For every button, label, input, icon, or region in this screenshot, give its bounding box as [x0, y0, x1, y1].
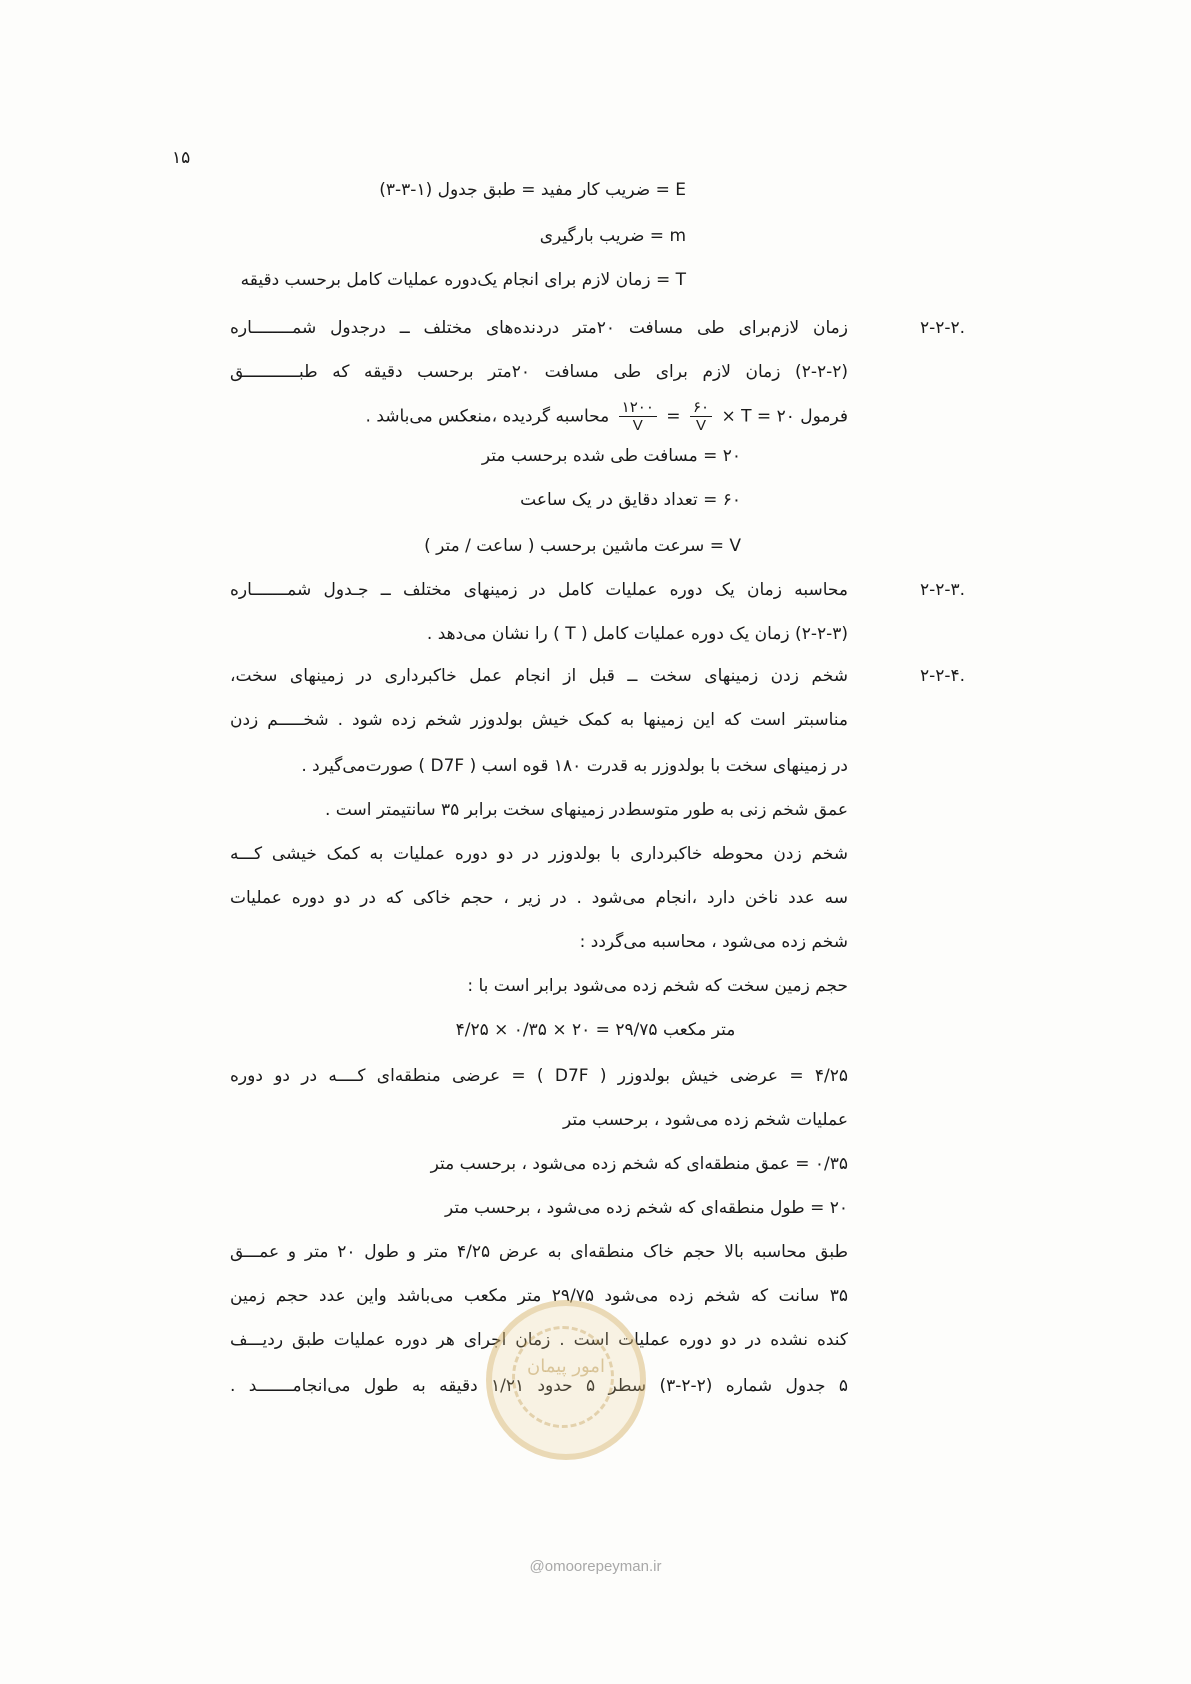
section-2-2-3-line-1: محاسبه زمان یک دوره عملیات کامل در زمینهای مختلف ــ جـدول شمـــــــاره	[230, 580, 848, 600]
page-number: ۱۵	[172, 148, 191, 168]
paragraph-line: عمق شخم زنی به طور متوسط‌در زمینهای سخت برابر ۳۵ سانتیمتر است .	[324, 800, 848, 820]
fraction-denominator: V	[696, 417, 707, 434]
volume-intro: حجم زمین سخت که شخم زده می‌شود برابر است با :	[467, 976, 848, 996]
paragraph-line: کنده نشده در دو دوره عملیات است . زمان اجرای هر دوره عملیات طبق ردیـــف	[230, 1330, 848, 1350]
formula-line	[366, 398, 848, 435]
definition-minutes: ۶۰ = تعداد دقایق در یک ساعت	[520, 490, 741, 510]
section-number-2-2-2: ۲-۲-۲.	[920, 318, 966, 338]
section-2-2-3-line-2: (۲-۲-۳) زمان یک دوره عملیات کامل ( T ) را نشان می‌دهد .	[426, 624, 848, 644]
definition-speed: V = سرعت ماشین برحسب ( ساعت / متر )	[424, 536, 741, 556]
paragraph-line: شخم زدن زمینهای سخت ــ قبل از انجام عمل خاکبرداری در زمینهای سخت،	[230, 666, 848, 686]
formula-equals: =	[666, 406, 681, 427]
section-2-2-2-line-2: (۲-۲-۲) زمان لازم برای طی مسافت ۲۰متر برحسب دقیقه که طبـــــــــــق	[230, 362, 848, 382]
stamp-gear-icon	[512, 1326, 614, 1428]
stamp-text: امور پیمان	[527, 1356, 605, 1377]
watermark: @omoorepeyman.ir	[529, 1558, 662, 1575]
definition-E: E = ضریب کار مفید = طبق جدول (۱-۳-۳)	[379, 180, 686, 200]
formula-suffix: محاسبه گردیده ،منعکس می‌باشد .	[365, 406, 610, 427]
paragraph-line: ۵ جدول شماره (۲-۲-۳) سطر ۵ حدود ۱/۲۱ دقیقه به طول می‌انجامـــــــد .	[230, 1376, 848, 1396]
definition-width: ۴/۲۵ = عرضی خیش بولدوزر ( D7F ) = عرضی منطقه‌ای کــــه در دو دوره	[230, 1066, 849, 1086]
paragraph-line: شخم زده می‌شود ، محاسبه می‌گردد :	[579, 932, 848, 952]
paragraph-line: شخم زدن محوطه خاکبرداری با بولدوزر در دو دوره عملیات به کمک خیشی کـــه	[230, 844, 848, 864]
stamp-logo	[486, 1300, 646, 1460]
fraction-numerator: ۱۲۰۰	[619, 398, 657, 417]
paragraph-line: ۳۵ سانت که شخم زده می‌شود ۲۹/۷۵ متر مکعب می‌باشد واین عدد حجم زمین	[230, 1286, 848, 1306]
volume-formula: متر مکعب ۲۹/۷۵ = ۲۰ × ۰/۳۵ × ۴/۲۵	[455, 1020, 736, 1040]
definition-T: T = زمان لازم برای انجام یک‌دوره عملیات کامل برحسب دقیقه	[240, 270, 686, 290]
fraction-1200-over-v	[619, 398, 657, 435]
section-number-2-2-3: ۲-۲-۳.	[920, 580, 966, 600]
section-2-2-2-line-1: زمان لازم‌برای طی مسافت ۲۰متر دردنده‌های مختلف ــ درجدول شمــــــــاره	[230, 318, 848, 338]
definition-distance: ۲۰ = مسافت طی شده برحسب متر	[481, 446, 741, 466]
fraction-60-over-v	[690, 398, 712, 435]
paragraph-line: مناسبتر است که این زمینها به کمک خیش بولدوزر شخم زده شود . شخـــــم زدن	[230, 710, 848, 730]
paragraph-line: سه عدد ناخن دارد ،انجام می‌شود . در زیر ، حجم خاکی که در دو دوره عملیات	[230, 888, 848, 908]
paragraph-line: در زمینهای سخت با بولدوزر به قدرت ۱۸۰ قوه اسب ( D7F ) صورت‌می‌گیرد .	[301, 756, 848, 776]
fraction-numerator: ۶۰	[690, 398, 712, 417]
fraction-denominator: V	[632, 417, 643, 434]
definition-m: m = ضریب بارگیری	[539, 226, 686, 246]
section-number-2-2-4: ۲-۲-۴.	[920, 666, 966, 686]
definition-depth: ۰/۳۵ = عمق منطقه‌ای که شخم زده می‌شود ، برحسب متر	[430, 1154, 848, 1174]
formula-prefix: فرمول T = ۲۰ ×	[721, 406, 848, 427]
definition-length: ۲۰ = طول منطقه‌ای که شخم زده می‌شود ، برحسب متر	[444, 1198, 848, 1218]
definition-width-cont: عملیات شخم زده می‌شود ، برحسب متر	[562, 1110, 848, 1130]
paragraph-line: طبق محاسبه بالا حجم خاک منطقه‌ای به عرض ۴/۲۵ متر و طول ۲۰ متر و عمـــق	[230, 1242, 848, 1262]
